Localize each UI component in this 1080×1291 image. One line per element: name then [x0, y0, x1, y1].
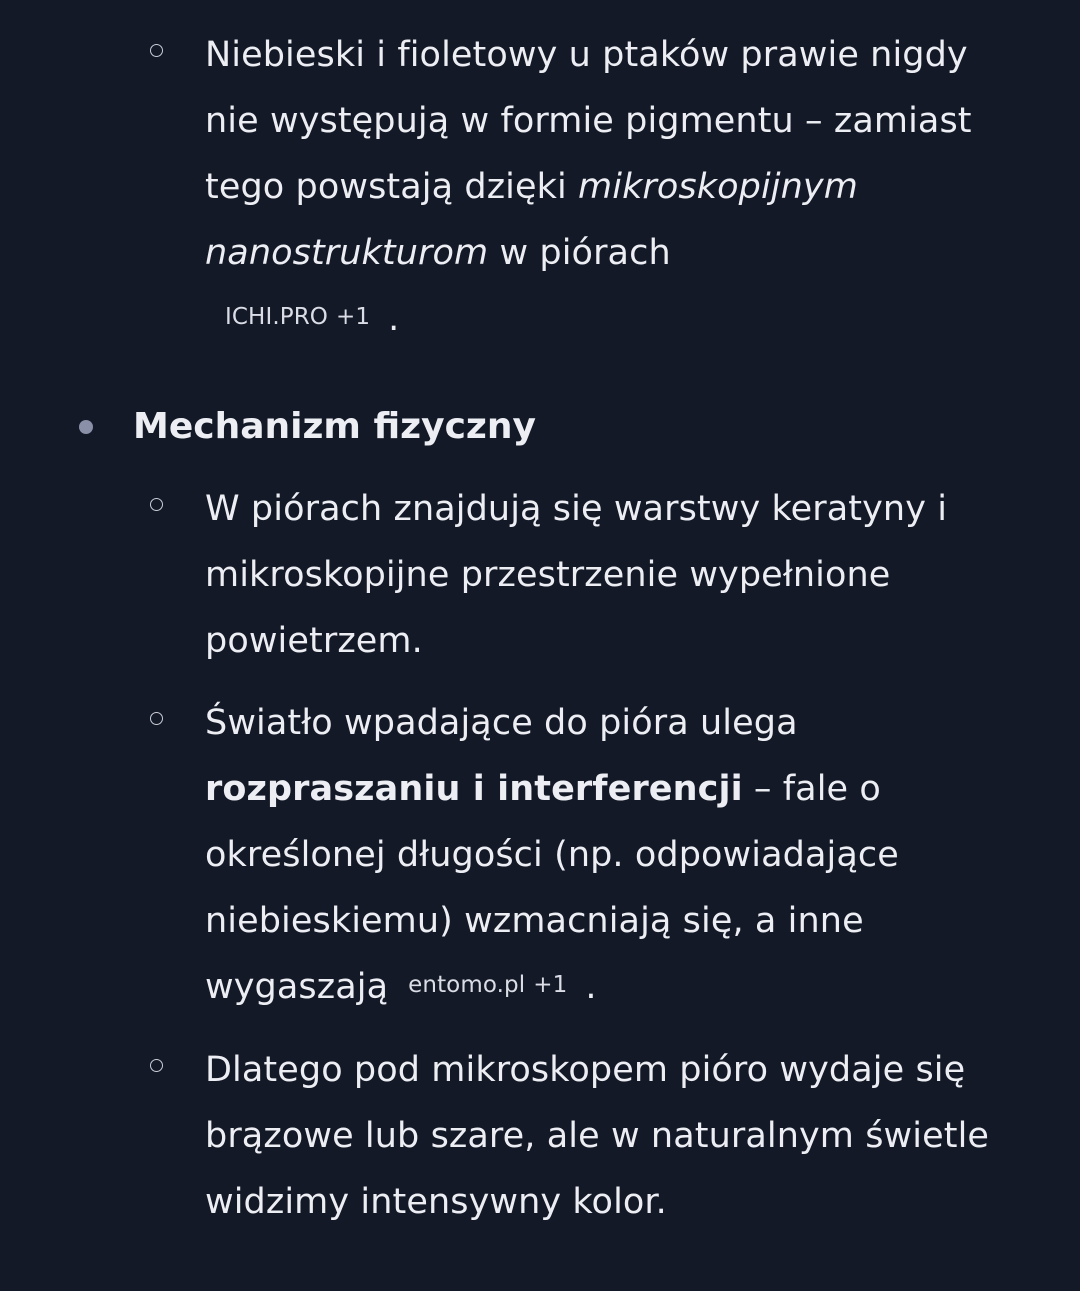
item-end: . — [388, 299, 400, 339]
item-text-after: w piórach — [488, 233, 671, 273]
hollow-bullet-icon — [150, 44, 163, 57]
citation-link[interactable] — [225, 302, 370, 332]
item-emphasis: mikroskopijnym nanostrukturom — [205, 167, 858, 273]
item-end: . — [585, 967, 597, 1007]
list-item — [0, 476, 1080, 674]
citation-link[interactable] — [408, 970, 567, 1000]
item-bold: rozpraszaniu i interferencji — [205, 769, 743, 809]
hollow-bullet-icon — [150, 712, 163, 725]
item-text: W piórach znajdują się warstwy keratyny i mikroskopijne przestrzenie wypełnione powietrzem. — [205, 489, 948, 661]
hollow-bullet-icon — [150, 498, 163, 511]
item-text: Niebieski i fioletowy u ptaków prawie nigdy nie występują w formie pigmentu – zamiast tego powstają dzięki — [205, 35, 972, 207]
filled-bullet-icon — [79, 420, 93, 434]
section-title: Mechanizm fizyczny — [133, 406, 536, 447]
list-item — [0, 690, 1080, 1020]
citation-source: entomo.pl — [408, 972, 526, 998]
citation-more: +1 — [533, 972, 568, 998]
citation-source: ICHI.PRO — [225, 304, 328, 330]
list-item — [0, 1037, 1080, 1235]
section-heading — [0, 394, 1033, 460]
item-text-after: – fale o określonej długości (np. odpowiadające niebieskiemu) wzmacniają się, a inne wygaszają — [205, 769, 899, 1007]
item-text: Światło wpadające do pióra ulega — [205, 703, 798, 743]
list-item — [0, 22, 1080, 352]
hollow-bullet-icon — [150, 1059, 163, 1072]
item-text: Dlatego pod mikroskopem pióro wydaje się brązowe lub szare, ale w naturalnym świetle widzimy intensywny kolor. — [205, 1050, 990, 1222]
citation-more: +1 — [336, 304, 371, 330]
